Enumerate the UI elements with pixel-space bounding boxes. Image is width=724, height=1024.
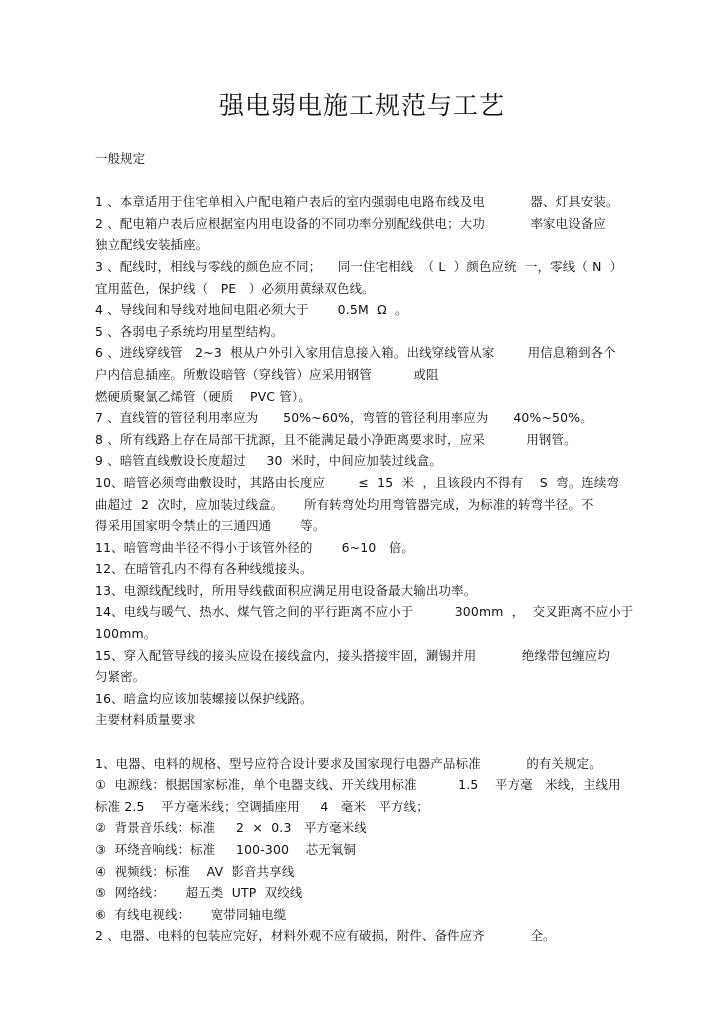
paragraph-line: ④ 视频线：标准 AV 影音共享线: [95, 863, 295, 879]
paragraph-line: 8 、所有线路上存在局部干扰源，且不能满足最小净距离要求时，应采 用钢管。: [95, 431, 577, 447]
paragraph-line: 燃硬质聚氯乙烯管（硬质 PVC 管）。: [95, 388, 311, 404]
paragraph-line: 13、电源线配线时，所用导线截面积应满足用电设备最大输出功率。: [95, 582, 477, 598]
paragraph-line: 标准 2.5 平方毫米线；空调插座用 4 毫米 平方线；: [95, 798, 429, 814]
section-heading-materials: 主要材料质量要求: [95, 712, 196, 728]
paragraph-line: 15、穿入配管导线的接头应设在接线盒内，接头搭接牢固，涮锡并用 绝缘带包缠应均: [95, 647, 610, 663]
section-heading-general: 一般规定: [95, 151, 146, 166]
paragraph-line: 7 、直线管的管径利用率应为 50%~60%，弯管的管径利用率应为 40%~50%。: [95, 410, 593, 426]
paragraph-line: 独立配线安装插座。: [95, 237, 209, 253]
paragraph-line: ⑤ 网络线： 超五类 UTP 双绞线: [95, 885, 303, 901]
paragraph-line: 宜用蓝色，保护线（ PE ）必须用黄绿双色线。: [95, 280, 375, 296]
paragraph-line: 12、在暗管孔内不得有各种线缆接头。: [95, 561, 313, 577]
paragraph-line: 1 、本章适用于住宅单相入户配电箱户表后的室内强弱电电路布线及电 器、灯具安装。: [95, 194, 619, 210]
document-title: 强电弱电施工规范与工艺: [218, 91, 505, 120]
document-body: [95, 148, 655, 947]
paragraph-line: 户内信息插座。所敷设暗管（穿线管）应采用钢管 或阻: [95, 366, 439, 382]
paragraph-line: 16、暗盒均应该加装螺接以保护线路。: [95, 690, 313, 706]
paragraph-line: 11、暗管弯曲半径不得小于该管外径的 6~10 倍。: [95, 539, 415, 555]
paragraph-line: ③ 环绕音响线：标准 100-300 芯无氧铜: [95, 842, 357, 857]
paragraph-line: ① 电源线：根据国家标准，单个电器支线、开关线用标准 1.5 平方毫 米线，主线用: [95, 777, 621, 793]
paragraph-line: 得采用国家明令禁止的三通四通 等。: [95, 518, 326, 534]
paragraph-line: 曲超过 2 次时，应加装过线盒。 所有转弯处均用弯管器完成，为标准的转弯半径。不: [95, 496, 594, 512]
paragraph-line: 3 、配线时，相线与零线的颜色应不同； 同一住宅相线 （ L ）颜色应统 一，零线（ N ）: [95, 258, 623, 274]
blank-line: [95, 170, 655, 192]
paragraph-line: 14、电线与暖气、热水、煤气管之间的平行距离不应小于 300mm ， 交叉距离不应小于: [95, 604, 634, 620]
paragraph-line: 4 、导线间和导线对地间电阻必须大于 0.5M Ω 。: [95, 302, 408, 318]
paragraph-line: 5 、各弱电子系统均用星型结构。: [95, 323, 284, 339]
paragraph-line: ② 背景音乐线：标准 2 × 0.3 平方毫米线: [95, 820, 367, 836]
paragraph-line: 9 、暗管直线敷设长度超过 30 米时，中间应加装过线盒。: [95, 453, 442, 469]
paragraph-line: 2 、电器、电料的包装应完好，材料外观不应有破损，附件、备件应齐 全。: [95, 928, 556, 944]
paragraph-line: 1、电器、电料的规格、型号应符合设计要求及国家现行电器产品标准 的有关规定。: [95, 755, 602, 771]
paragraph-line: 6 、进线穿线管 2~3 根从户外引入家用信息接入箱。出线穿线管从家 用信息箱到各个: [95, 345, 616, 361]
blank-line: [95, 731, 655, 753]
paragraph-line: 2 、配电箱户表后应根据室内用电设备的不同功率分别配线供电；大功 率家电设备应: [95, 215, 607, 231]
paragraph-line: ⑥ 有线电视线： 宽带同轴电缆: [95, 906, 287, 922]
paragraph-line: 匀紧密。: [95, 669, 146, 685]
paragraph-line: 10、暗管必须弯曲敷设时，其路由长度应 ≤ 15 米 ，且该段内不得有 S 弯。连续弯: [95, 474, 620, 490]
paragraph-line: 100mm。: [95, 626, 157, 642]
